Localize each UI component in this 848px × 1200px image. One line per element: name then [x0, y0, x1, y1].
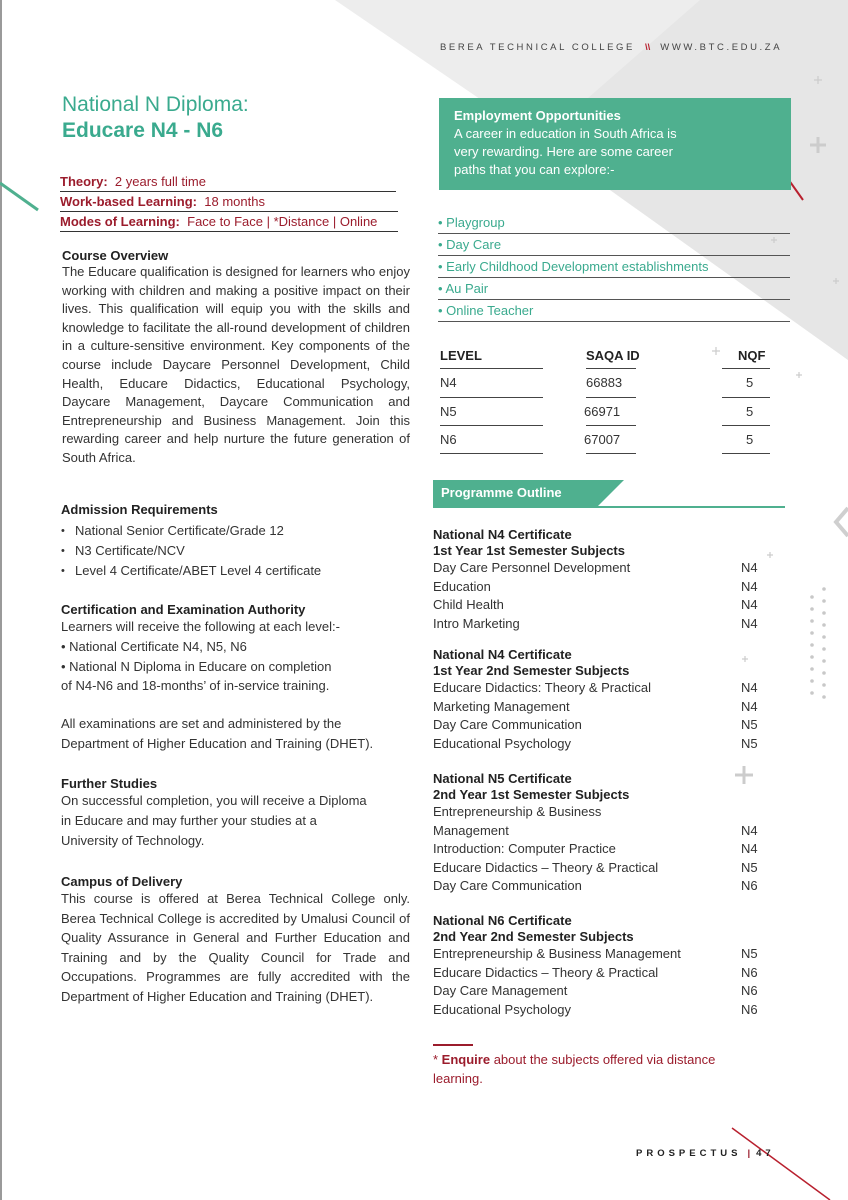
fact-key: Work-based Learning:: [60, 194, 198, 209]
fact-value: 18 months: [204, 194, 265, 209]
enquire-link[interactable]: Enquire: [441, 1052, 491, 1067]
block-subheading: 1st Year 2nd Semester Subjects: [433, 663, 630, 678]
subject-name: Educational Psychology: [433, 1001, 572, 1017]
cert-bullet-cont: of N4-N6 and 18-months’ of in-service training.: [61, 678, 330, 694]
header-level: LEVEL: [440, 348, 482, 363]
table-cell: 5: [746, 404, 754, 419]
table-cell: 67007: [584, 432, 621, 447]
subject-row: [433, 877, 763, 896]
cert-intro: Learners will receive the following at each level:-: [61, 619, 340, 634]
subject-row: [433, 615, 763, 634]
cert-bullet: • National Certificate N4, N5, N6: [61, 638, 247, 654]
subject-name: Entrepreneurship & Business: [433, 804, 602, 819]
table-cell: 5: [746, 432, 754, 447]
course-overview: [62, 248, 410, 468]
subject-level: N4: [741, 615, 758, 631]
subject-level: N4: [741, 597, 758, 613]
further-line: On successful completion, you will receive a Diploma: [61, 793, 367, 808]
block-heading: National N5 Certificate: [433, 771, 572, 786]
subject-row: [433, 679, 763, 698]
key-facts: [60, 172, 400, 232]
title-line-2: Educare N4 - N6: [62, 119, 224, 142]
subject-name: Day Care Communication: [433, 878, 582, 894]
fact-value: 2 years full time: [114, 174, 206, 189]
subject-level: N5: [741, 717, 758, 733]
fact-value: Face to Face | *Distance | Online: [187, 214, 378, 229]
further-studies: [61, 776, 421, 850]
programme-block: [433, 527, 763, 633]
career-item: • Day Care: [438, 235, 790, 256]
subject-name: Educational Psychology: [433, 735, 572, 751]
list-item: • Level 4 Certificate/ABET Level 4 certificate: [61, 561, 409, 581]
section-title: Certification and Examination Authority: [61, 602, 306, 617]
list-item: • N3 Certificate/NCV: [61, 541, 409, 561]
subject-level: N4: [741, 560, 758, 575]
career-item: • Early Childhood Development establishments: [438, 257, 790, 278]
subject-row: [433, 716, 763, 735]
subject-row: [433, 964, 763, 983]
section-title: Campus of Delivery: [61, 874, 183, 889]
page-number: 47: [756, 1148, 775, 1159]
list-item: • National Senior Certificate/Grade 12: [61, 521, 409, 541]
enquire-text: about the subjects offered via distance learning.: [433, 1052, 716, 1086]
subject-name: Day Care Communication: [433, 717, 582, 733]
subject-level: N6: [741, 983, 758, 999]
page-footer: [636, 1148, 775, 1159]
subject-level: N6: [741, 1001, 758, 1017]
campus-text: This course is offered at Berea Technical College only. Berea Technical College is accredited by Umalusi Council of Quality Assurance in General and Further Education and Training and by the Quality Council for Trade and Occupations. Programmes are fully accredited with the Department of Higher Education and Training (DHET).: [61, 891, 410, 1004]
subject-level: N4: [741, 680, 758, 695]
subject-row: [433, 840, 763, 859]
block-subheading: 2nd Year 2nd Semester Subjects: [433, 929, 634, 944]
subject-row: [433, 822, 763, 841]
subject-row: [433, 859, 763, 878]
enquire-note: [433, 1050, 733, 1088]
section-title: Course Overview: [62, 248, 169, 263]
header-nqf: NQF: [738, 348, 766, 363]
subject-level: N4: [741, 698, 758, 714]
employment-text: A career in education in South Africa is very rewarding. Here are some career paths that you can explore:-: [454, 126, 677, 177]
website-link[interactable]: WWW.BTC.EDU.ZA: [660, 42, 783, 53]
career-item: • Au Pair: [438, 279, 790, 300]
title-line-1: National N Diploma:: [62, 93, 249, 116]
subject-level: N6: [741, 964, 758, 980]
subject-row: [433, 735, 763, 754]
admission-requirements: [61, 502, 409, 581]
fact-work-based: [60, 192, 398, 212]
subject-name: Marketing Management: [433, 698, 570, 714]
table-cell: 66971: [584, 404, 621, 419]
subject-name: Child Health: [433, 597, 504, 613]
programme-outline-bar: [433, 480, 785, 510]
level-table: [440, 346, 780, 456]
block-subheading: 1st Year 1st Semester Subjects: [433, 543, 625, 558]
further-line: University of Technology.: [61, 832, 205, 848]
programme-outline-title: Programme Outline: [433, 480, 598, 506]
table-cell: 5: [746, 375, 754, 390]
cert-bullet: • National N Diploma in Educare on completion: [61, 658, 332, 674]
enquire-star: *: [433, 1052, 442, 1067]
block-heading: National N4 Certificate: [433, 647, 572, 662]
subject-row: [433, 559, 763, 578]
further-line: in Educare and may further your studies at a: [61, 812, 317, 828]
admission-list: [61, 521, 409, 581]
fact-key: Theory:: [60, 174, 108, 189]
fact-modes: [60, 212, 398, 232]
career-list: [438, 213, 790, 323]
subject-row: [433, 698, 763, 717]
subject-level: N5: [741, 735, 758, 751]
programme-block: [433, 771, 763, 896]
table-cell: N4: [440, 375, 457, 390]
subject-name: Education: [433, 578, 491, 594]
subject-row: [433, 945, 763, 964]
overview-text: The Educare qualification is designed for learners who enjoy working with children and making a positive impact on their lives. This qualification will equip you with the skills and knowledge to facilitate the all-round development of children in a culture-sensitive environment. Key components of the course include Daycare Personnel Development, Child Health, Educare Didactics, Educational Psychology, Daycare Management, Daycare Communication and Entrepreneurship and Business Management. Join this rewarding career and help nurture the future generation of South Africa.: [62, 264, 410, 465]
subject-name: Educare Didactics: Theory & Practical: [433, 680, 651, 695]
enquire-rule: [433, 1044, 473, 1046]
subject-level: N5: [741, 859, 758, 875]
employment-box: [439, 98, 791, 190]
campus-of-delivery: [61, 874, 410, 1007]
subject-row: [433, 982, 763, 1001]
footer-label: PROSPECTUS: [636, 1148, 742, 1159]
programme-block: [433, 913, 763, 1019]
section-title: Further Studies: [61, 776, 158, 791]
subject-name: Intro Marketing: [433, 615, 520, 631]
college-name: BEREA TECHNICAL COLLEGE: [440, 42, 635, 53]
fact-theory: [60, 172, 396, 192]
block-heading: National N4 Certificate: [433, 527, 572, 542]
block-heading: National N6 Certificate: [433, 913, 572, 928]
subject-name: Day Care Management: [433, 983, 568, 999]
career-item: • Online Teacher: [438, 301, 790, 322]
header-saqa: SAQA ID: [586, 348, 640, 363]
footer-separator: |: [747, 1148, 751, 1159]
subject-name: Entrepreneurship & Business Management: [433, 946, 681, 961]
programme-block: [433, 647, 763, 753]
certification-section: [61, 602, 421, 754]
subject-row: [433, 803, 763, 822]
subject-name: Management: [433, 822, 509, 838]
subject-name: Day Care Personnel Development: [433, 560, 631, 575]
section-title: Admission Requirements: [61, 502, 218, 517]
employment-title: Employment Opportunities: [454, 108, 621, 123]
subject-row: [433, 1001, 763, 1020]
block-subheading: 2nd Year 1st Semester Subjects: [433, 787, 630, 802]
exam-line: All examinations are set and administered by the: [61, 716, 342, 732]
page-header: [440, 42, 782, 53]
subject-level: N4: [741, 841, 758, 857]
page-title: [62, 92, 249, 144]
table-cell: 66883: [586, 375, 623, 390]
exam-line: Department of Higher Education and Training (DHET).: [61, 735, 374, 751]
subject-name: Educare Didactics – Theory & Practical: [433, 964, 659, 980]
subject-row: [433, 596, 763, 615]
subject-row: [433, 578, 763, 597]
subject-level: N4: [741, 578, 758, 594]
header-separator: \\: [644, 42, 651, 53]
table-cell: N5: [440, 404, 457, 419]
subject-name: Introduction: Computer Practice: [433, 841, 616, 857]
career-item: • Playgroup: [438, 213, 790, 234]
fact-key: Modes of Learning:: [60, 214, 180, 229]
table-cell: N6: [440, 432, 457, 447]
subject-level: N6: [741, 878, 758, 894]
subject-level: N4: [741, 822, 758, 838]
subject-name: Educare Didactics – Theory & Practical: [433, 859, 659, 875]
subject-level: N5: [741, 946, 758, 961]
